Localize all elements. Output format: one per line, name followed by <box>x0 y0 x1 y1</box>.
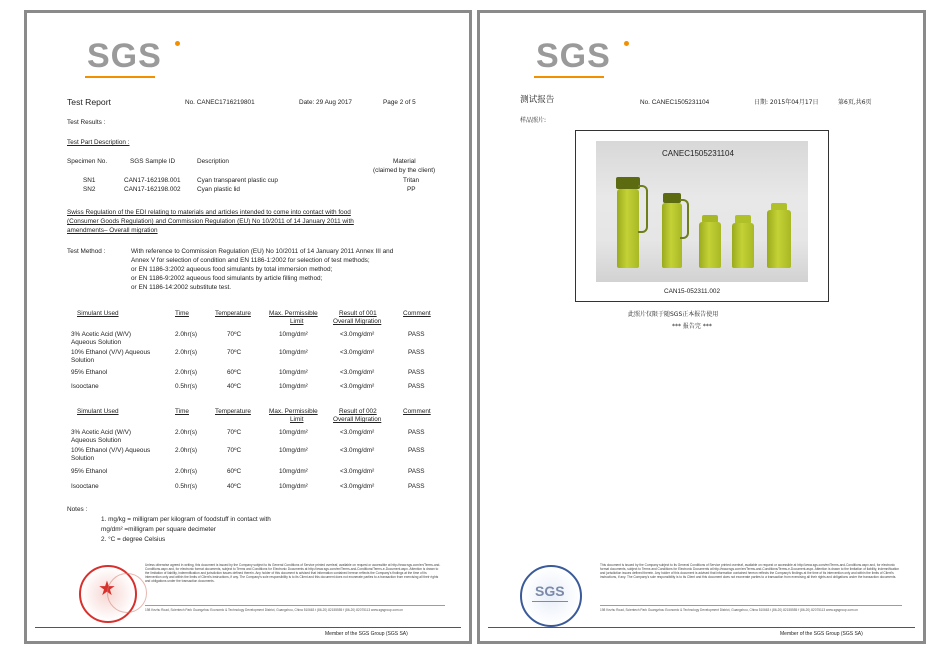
material-note: (claimed by the client) <box>373 167 436 174</box>
fine-print-terms: This document is issued by the Company subject to its General Conditions of Service printed overleaf, available on request or accessible at http://www.sgs.com/en/Terms-and-Conditions.aspx and, for electronic format documents, subject to Terms and Conditions for Electronic Documents at http://www.sgs.com/en/Terms-and-Conditions/Terms-e-Document.aspx. Attention is drawn to the limitation of liability, indemnification and jurisdiction issues defined therein. Any holder of this document is advised that information contained hereon reflects the Company's findings at the time of its intervention only and within the limits of Client's instructions, if any. The Company's sole responsibility is to its Client and this document does not exonerate parties to a transaction from exercising all their rights and obligations under the transaction documents. <box>600 563 900 579</box>
comment-cell: PASS <box>408 447 425 454</box>
time-cell: 2.0hr(s) <box>175 447 198 454</box>
limit-cell: 10mg/dm² <box>279 429 308 436</box>
member-text: Member of the SGS Group (SGS SA) <box>325 631 408 637</box>
sgs-blue-seal <box>520 565 582 627</box>
temp-cell: 60ºC <box>227 468 242 475</box>
simulant-cell: 10% Ethanol (V/V) Aqueous <box>71 349 151 356</box>
time-cell: 2.0hr(s) <box>175 349 198 356</box>
simulant-cell: 95% Ethanol <box>71 468 108 475</box>
bottle-2 <box>662 193 682 268</box>
limit-cell: 10mg/dm² <box>279 349 308 356</box>
bottle-1 <box>616 177 640 268</box>
report-title: Test Report <box>67 97 111 107</box>
temp-cell: 70ºC <box>227 447 242 454</box>
star-icon: ★ <box>98 578 116 600</box>
sgs-id-header: SGS Sample ID <box>130 158 176 165</box>
comment-cell: PASS <box>408 483 425 490</box>
material-header: Material <box>393 158 416 165</box>
result-cell: <3.0mg/dm² <box>340 429 375 436</box>
report-number: No. CANEC1716219801 <box>185 99 255 106</box>
time-cell: 2.0hr(s) <box>175 468 198 475</box>
simulant-cell-line-2: Solution <box>71 357 95 364</box>
result-cell: <3.0mg/dm² <box>340 383 375 390</box>
description-header: Description <box>197 158 229 165</box>
result-cell: <3.0mg/dm² <box>340 447 375 454</box>
test-report-page-chinese <box>477 10 926 644</box>
photo-label: 样品照片: <box>520 117 547 124</box>
comment-cell: PASS <box>408 383 425 390</box>
time-cell: 2.0hr(s) <box>175 369 198 376</box>
limit-cell: 10mg/dm² <box>279 483 308 490</box>
time-cell: 0.5hr(s) <box>175 483 198 490</box>
sample-photo <box>596 141 808 282</box>
temp-cell: 40ºC <box>227 383 242 390</box>
simulant-cell: Isooctane <box>71 483 99 490</box>
bottle-3 <box>699 215 721 268</box>
photo-statement: 此照片仅限于随SGS正本报告使用 <box>628 311 719 318</box>
address-line: 198 Kezhu Road, Scientech Park Guangzhou Economic & Technology Development District, Guangzhou, China 510663 t (86-20) 82155555 f (86-20) 82075113 www.sgsgroup.com.cn <box>600 608 858 612</box>
simulant-cell: 3% Acetic Acid (W/V) <box>71 331 132 338</box>
test-results-label: Test Results : <box>67 119 106 126</box>
bottle-4 <box>732 215 754 268</box>
footer-line-orange <box>145 605 445 606</box>
report-end: *** 报告完 *** <box>672 323 712 330</box>
temp-cell: 70ºC <box>227 349 242 356</box>
limit-cell: 10mg/dm² <box>279 447 308 454</box>
bottle-5 <box>767 203 791 268</box>
fine-print-terms: Unless otherwise agreed in writing, this document is issued by the Company subject to its General Conditions of Service printed overleaf, available on request or accessible at http://www.sgs.com/en/Terms-and-Conditions.aspx and, for electronic format documents, subject to Terms and Conditions for Electronic Documents at http://www.sgs.com/en/Terms-and-Conditions/Terms-e-Document.aspx. Attention is drawn to the limitation of liability, indemnification and jurisdiction issues defined therein. Any holder of this document is advised that information contained hereon reflects the Company's findings at the time of its intervention only and within the limits of Client's instructions, if any. The Company's sole responsibility is to its Client and this document does not exonerate parties to a transaction from exercising all their rights and obligations under the transaction documents. <box>145 563 441 583</box>
sample-photo-frame <box>575 130 829 302</box>
test-method-label: Test Method : <box>67 248 106 255</box>
report-number: No. CANEC1505231104 <box>640 99 710 106</box>
address-line: 198 Kezhu Road, Scientech Park Guangzhou Economic & Technology Development District, Guangzhou, China 510663 t (86-20) 82155555 f (86-20) 82075113 www.sgsgroup.com.cn <box>145 608 403 612</box>
report-title: 测试报告 <box>520 95 555 105</box>
limit-cell: 10mg/dm² <box>279 468 308 475</box>
time-cell: 0.5hr(s) <box>175 383 198 390</box>
simulant-cell-line-2: Aqueous Solution <box>71 437 122 444</box>
sgs-logo: SGS <box>87 39 162 73</box>
simulant-cell: Isooctane <box>71 383 99 390</box>
time-cell: 2.0hr(s) <box>175 331 198 338</box>
comment-cell: PASS <box>408 331 425 338</box>
report-date: 日期: 2015年04月17日 <box>754 99 819 106</box>
comment-cell: PASS <box>408 369 425 376</box>
page-number: Page 2 of 5 <box>383 99 416 106</box>
temp-cell: 70ºC <box>227 429 242 436</box>
page-number: 第6页,共6页 <box>838 99 872 106</box>
test-report-page-english: SGS Test Report No. CANEC1716219801 Date: 29 Aug 2017 Page 2 of 5 Test Results : Test Part Description : Specimen No. SGS Sample ID Description Material (claimed by the client) SN1 CAN17-162198.001 Cyan transparent plastic cup Tritan SN2 CAN17-162198.002 Cyan plastic lid PP Swiss Regulation of the EDI relating to materials and articles intended to come into contact with food (Consumer Goods Regulation) and Commission Regulation (EU) No 10/2011 of 14 January 2011 with amendments– Overall migration Test Method : With reference to Commission Regulation (EU) No 10/2011 of 14 January 2011 Annex III and Annex V for selection of condition and EN 1186-1:2002 for selection of test methods; or EN 1186-3:2002 aqueous food simulants by total immersion method; or EN 1186-9:2002 aqueous food simulants by article filling method; or EN 1186-14:2002 substitute test. Simulant Used Time Temperature Max. Permissible Limit Result of 001 Overall Migration Comment 3% Acetic Acid (W/V) Aqueous Solution 2.0hr(s) 70ºC 10mg/dm² <3.0mg/dm² PASS 10% Ethanol (V/V) Aqueous Solution 2.0hr(s) 70ºC 10mg/dm² <3.0mg/dm² PASS 95% Ethanol 2.0hr(s) 60ºC 10mg/dm² <3.0mg/dm² PASS Isooctane 0.5hr(s) 40ºC 10mg/dm² <3.0mg/dm² PASS Simulant Used Time Temperature Max. Permissible Limit Result of 002 Overall Migration Comment 3% Acetic Acid (W/V) Aqueous Solution 2.0hr(s) 70ºC 10mg/dm² <3.0mg/dm² PASS 10% Ethanol (V/V) Aqueous Solution 2.0hr(s) 70ºC 10mg/dm² <3.0mg/dm² PASS 95% Ethanol 2.0hr(s) 60ºC 10mg/dm² <3.0mg/dm² PASS Isooctane 0.5hr(s) 40ºC 10mg/dm² <3.0mg/dm² PASS Notes : 1. mg/kg = milligram per kilogram of foodstuff in contact with mg/dm² =milligram per square decimeter 2. °C = degree Celsius ★ Unless otherwise agreed in writing, this document is issued by the Company subject to its General Conditions of Service printed overleaf, available on request or accessible at http://www.sgs.com/en/Terms-and-Conditions.aspx and, for electronic format documents, subject to Terms and Conditions for Electronic Documents at http://www.sgs.com/en/Terms-and-Conditions/Terms-e-Document.aspx. Attention is drawn to the limitation of liability, indemnification and jurisdiction issues defined therein. Any holder of this document is advised that information contained hereon reflects the Company's findings at the time of its intervention only and within the limits of Client's instructions, if any. The Company's sole responsibility is to its Client and this document does not exonerate parties to a transaction from exercising all their rights and obligations under the transaction documents. 198 Kezhu Road, Scientech Park Guangzhou Economic & Technology Development District, Guangzhou, China 510663 t (86-20) 82155555 f (86-20) 82075113 www.sgsgroup.com.cn Member of the SGS Group (SGS SA) <box>24 10 472 644</box>
photo-caption-bottom: CAN15-052311.002 <box>664 288 721 295</box>
comment-cell: PASS <box>408 429 425 436</box>
temp-cell: 40ºC <box>227 483 242 490</box>
limit-cell: 10mg/dm² <box>279 383 308 390</box>
temp-cell: 70ºC <box>227 331 242 338</box>
simulant-cell: 3% Acetic Acid (W/V) <box>71 429 132 436</box>
simulant-cell: 10% Ethanol (V/V) Aqueous <box>71 447 151 454</box>
result-cell: <3.0mg/dm² <box>340 369 375 376</box>
temp-cell: 60ºC <box>227 369 242 376</box>
seal-logo-icon: SGS <box>535 583 565 599</box>
simulant-cell: 95% Ethanol <box>71 369 108 376</box>
limit-cell: 10mg/dm² <box>279 369 308 376</box>
simulant-cell-line-2: Solution <box>71 455 95 462</box>
member-text: Member of the SGS Group (SGS SA) <box>780 631 863 637</box>
specimen-no-header: Specimen No. <box>67 158 108 165</box>
notes-label: Notes : <box>67 506 88 513</box>
footer-line <box>488 627 915 628</box>
sgs-logo: SGS <box>536 39 611 73</box>
result-cell: <3.0mg/dm² <box>340 483 375 490</box>
comment-cell: PASS <box>408 468 425 475</box>
result-cell: <3.0mg/dm² <box>340 331 375 338</box>
result-cell: <3.0mg/dm² <box>340 468 375 475</box>
simulant-cell-line-2: Aqueous Solution <box>71 339 122 346</box>
report-date: Date: 29 Aug 2017 <box>299 99 352 106</box>
time-cell: 2.0hr(s) <box>175 429 198 436</box>
footer-line <box>35 627 461 628</box>
comment-cell: PASS <box>408 349 425 356</box>
limit-cell: 10mg/dm² <box>279 331 308 338</box>
photo-caption-top: CANEC1505231104 <box>662 149 734 158</box>
orange-stamp <box>107 573 147 613</box>
result-cell: <3.0mg/dm² <box>340 349 375 356</box>
footer-line-orange <box>600 605 902 606</box>
part-description-label: Test Part Description : <box>67 139 130 146</box>
